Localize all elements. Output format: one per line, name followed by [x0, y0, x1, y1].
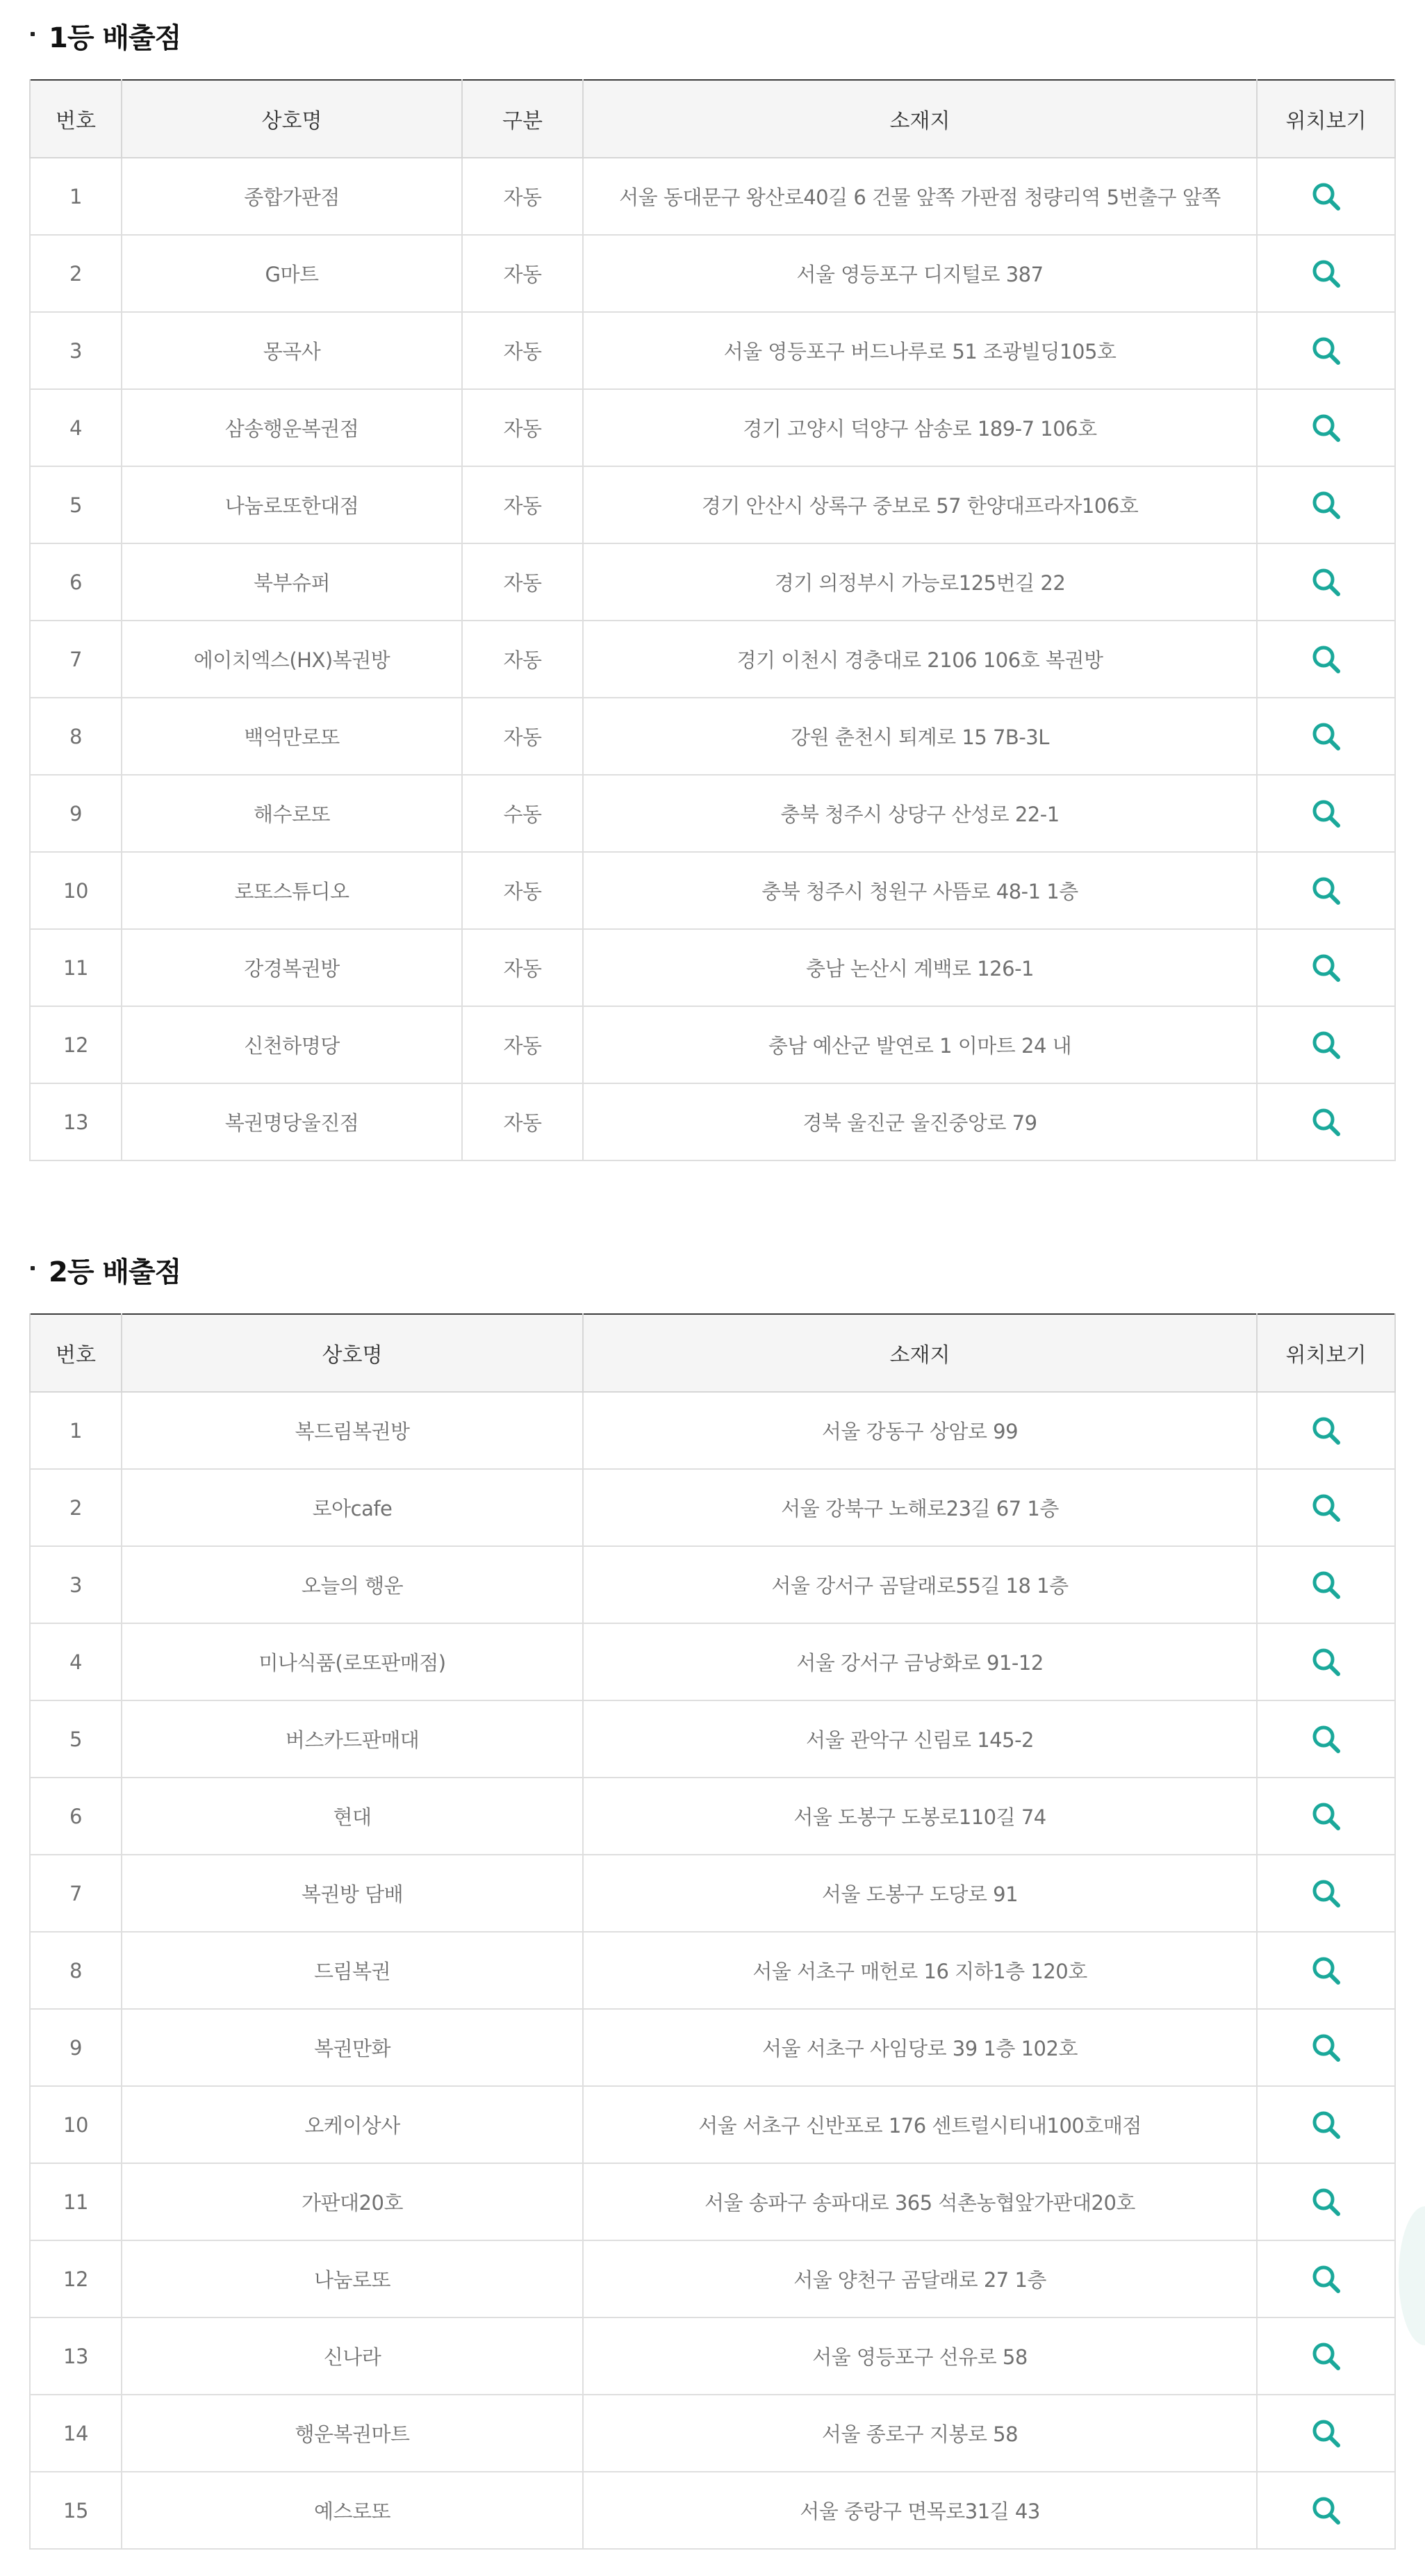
purchase-type: 자동	[462, 543, 583, 621]
search-icon[interactable]	[1310, 1415, 1342, 1447]
shop-address: 서울 서초구 신반포로 176 센트럴시티내100호매점	[583, 2086, 1257, 2163]
shop-name: 로아cafe	[122, 1469, 583, 1546]
table-row	[30, 2009, 1395, 2086]
search-icon[interactable]	[1310, 2495, 1342, 2527]
shop-address: 강원 춘천시 퇴계로 15 7B-3L	[583, 698, 1257, 775]
search-icon[interactable]	[1310, 566, 1342, 598]
row-number: 13	[30, 1083, 122, 1160]
search-icon[interactable]	[1310, 258, 1342, 290]
row-number: 14	[30, 2395, 122, 2472]
search-icon[interactable]	[1310, 1955, 1342, 1987]
row-number: 9	[30, 2009, 122, 2086]
shop-address: 충북 청주시 상당구 산성로 22-1	[583, 775, 1257, 852]
location-cell[interactable]	[1257, 2317, 1395, 2395]
shop-address: 서울 관악구 신림로 145-2	[583, 1700, 1257, 1778]
search-icon[interactable]	[1310, 1569, 1342, 1601]
shop-name: 오케이상사	[122, 2086, 583, 2163]
shop-address: 서울 중랑구 면목로31길 43	[583, 2472, 1257, 2549]
second-prize-title	[29, 1244, 1394, 1295]
first-prize-rows	[30, 158, 1395, 1160]
shop-address: 서울 양천구 곰달래로 27 1층	[583, 2240, 1257, 2317]
location-cell[interactable]	[1257, 2163, 1395, 2240]
row-number: 4	[30, 389, 122, 466]
purchase-type: 자동	[462, 158, 583, 235]
shop-name: 신나라	[122, 2317, 583, 2395]
table-row	[30, 929, 1395, 1006]
location-cell[interactable]	[1257, 698, 1395, 775]
location-cell[interactable]	[1257, 2009, 1395, 2086]
header-address: 소재지	[583, 80, 1257, 158]
location-cell[interactable]	[1257, 775, 1395, 852]
shop-address: 서울 강서구 금낭화로 91-12	[583, 1623, 1257, 1700]
purchase-type: 자동	[462, 466, 583, 543]
search-icon[interactable]	[1310, 2418, 1342, 2450]
row-number: 12	[30, 2240, 122, 2317]
row-number: 1	[30, 158, 122, 235]
table-header-row	[30, 80, 1395, 158]
table-row	[30, 1546, 1395, 1623]
section-title-text: 1등 배출점	[49, 22, 181, 54]
purchase-type: 자동	[462, 1006, 583, 1083]
header-type: 구분	[462, 80, 583, 158]
shop-name: 나눔로또	[122, 2240, 583, 2317]
search-icon[interactable]	[1310, 1878, 1342, 1910]
shop-address: 서울 영등포구 버드나루로 51 조광빌딩105호	[583, 312, 1257, 389]
search-icon[interactable]	[1310, 335, 1342, 367]
table-row	[30, 1778, 1395, 1855]
search-icon[interactable]	[1310, 1106, 1342, 1138]
purchase-type: 수동	[462, 775, 583, 852]
row-number: 11	[30, 929, 122, 1006]
first-prize-table	[29, 79, 1396, 1161]
row-number: 12	[30, 1006, 122, 1083]
location-cell[interactable]	[1257, 929, 1395, 1006]
table-header-row	[30, 1314, 1395, 1392]
shop-address: 경기 안산시 상록구 중보로 57 한양대프라자106호	[583, 466, 1257, 543]
header-number: 번호	[30, 80, 122, 158]
shop-address: 서울 강북구 노해로23길 67 1층	[583, 1469, 1257, 1546]
second-prize-section	[29, 1244, 1394, 2550]
table-row	[30, 2086, 1395, 2163]
location-cell[interactable]	[1257, 2472, 1395, 2549]
row-number: 7	[30, 1855, 122, 1932]
header-shop-name: 상호명	[122, 1314, 583, 1392]
purchase-type: 자동	[462, 698, 583, 775]
search-icon[interactable]	[1310, 2263, 1342, 2295]
row-number: 13	[30, 2317, 122, 2395]
first-prize-title	[29, 10, 1394, 61]
purchase-type: 자동	[462, 852, 583, 929]
location-cell[interactable]	[1257, 1700, 1395, 1778]
search-icon[interactable]	[1310, 798, 1342, 830]
shop-name: 미나식품(로또판매점)	[122, 1623, 583, 1700]
table-row	[30, 543, 1395, 621]
table-row	[30, 1006, 1395, 1083]
shop-name: 신천하명당	[122, 1006, 462, 1083]
floating-button-edge[interactable]	[1399, 2206, 1425, 2345]
table-row	[30, 466, 1395, 543]
location-cell[interactable]	[1257, 1778, 1395, 1855]
purchase-type: 자동	[462, 235, 583, 312]
first-prize-section	[29, 10, 1394, 1161]
location-cell[interactable]	[1257, 852, 1395, 929]
table-row	[30, 1623, 1395, 1700]
shop-address: 서울 서초구 매헌로 16 지하1층 120호	[583, 1932, 1257, 2009]
location-cell[interactable]	[1257, 158, 1395, 235]
search-icon[interactable]	[1310, 2340, 1342, 2372]
table-row	[30, 1392, 1395, 1469]
location-cell[interactable]	[1257, 1855, 1395, 1932]
header-address: 소재지	[583, 1314, 1257, 1392]
purchase-type: 자동	[462, 621, 583, 698]
table-row	[30, 2163, 1395, 2240]
row-number: 11	[30, 2163, 122, 2240]
table-row	[30, 312, 1395, 389]
table-row	[30, 852, 1395, 929]
shop-name: 북부슈퍼	[122, 543, 462, 621]
shop-name: 오늘의 행운	[122, 1546, 583, 1623]
table-row	[30, 698, 1395, 775]
second-prize-table	[29, 1313, 1396, 2550]
header-shop-name: 상호명	[122, 80, 462, 158]
shop-address: 서울 도봉구 도당로 91	[583, 1855, 1257, 1932]
bullet-dot	[31, 1266, 35, 1270]
search-icon[interactable]	[1310, 952, 1342, 984]
table-row	[30, 2395, 1395, 2472]
search-icon[interactable]	[1310, 721, 1342, 753]
search-icon[interactable]	[1310, 2032, 1342, 2064]
purchase-type: 자동	[462, 929, 583, 1006]
table-row	[30, 1932, 1395, 2009]
shop-name: 예스로또	[122, 2472, 583, 2549]
location-cell[interactable]	[1257, 1083, 1395, 1160]
shop-name: G마트	[122, 235, 462, 312]
bullet-dot	[31, 32, 35, 36]
search-icon[interactable]	[1310, 1646, 1342, 1678]
search-icon[interactable]	[1310, 2186, 1342, 2218]
shop-address: 서울 송파구 송파대로 365 석촌농협앞가판대20호	[583, 2163, 1257, 2240]
table-row	[30, 1700, 1395, 1778]
shop-name: 행운복권마트	[122, 2395, 583, 2472]
row-number: 15	[30, 2472, 122, 2549]
purchase-type: 자동	[462, 312, 583, 389]
shop-address: 서울 동대문구 왕산로40길 6 건물 앞쪽 가판점 청량리역 5번출구 앞쪽	[583, 158, 1257, 235]
location-cell[interactable]	[1257, 1546, 1395, 1623]
shop-address: 충남 논산시 계백로 126-1	[583, 929, 1257, 1006]
shop-name: 종합가판점	[122, 158, 462, 235]
shop-address: 경기 이천시 경충대로 2106 106호 복권방	[583, 621, 1257, 698]
shop-address: 충북 청주시 청원구 사뜸로 48-1 1층	[583, 852, 1257, 929]
table-row	[30, 1855, 1395, 1932]
row-number: 8	[30, 698, 122, 775]
search-icon[interactable]	[1310, 875, 1342, 907]
row-number: 4	[30, 1623, 122, 1700]
shop-name: 로또스튜디오	[122, 852, 462, 929]
shop-name: 삼송행운복권점	[122, 389, 462, 466]
shop-address: 경북 울진군 울진중앙로 79	[583, 1083, 1257, 1160]
shop-address: 서울 서초구 사임당로 39 1층 102호	[583, 2009, 1257, 2086]
shop-address: 서울 종로구 지봉로 58	[583, 2395, 1257, 2472]
location-cell[interactable]	[1257, 312, 1395, 389]
row-number: 1	[30, 1392, 122, 1469]
search-icon[interactable]	[1310, 643, 1342, 675]
shop-name: 복권만화	[122, 2009, 583, 2086]
shop-name: 에이치엑스(HX)복권방	[122, 621, 462, 698]
location-cell[interactable]	[1257, 543, 1395, 621]
shop-name: 몽곡사	[122, 312, 462, 389]
shop-address: 서울 강서구 곰달래로55길 18 1층	[583, 1546, 1257, 1623]
section-title-text: 2등 배출점	[49, 1256, 181, 1288]
search-icon[interactable]	[1310, 1800, 1342, 1832]
search-icon[interactable]	[1310, 181, 1342, 213]
row-number: 5	[30, 1700, 122, 1778]
row-number: 2	[30, 1469, 122, 1546]
table-row	[30, 621, 1395, 698]
table-row	[30, 775, 1395, 852]
location-cell[interactable]	[1257, 1392, 1395, 1469]
header-location: 위치보기	[1257, 80, 1395, 158]
shop-name: 백억만로또	[122, 698, 462, 775]
table-row	[30, 235, 1395, 312]
location-cell[interactable]	[1257, 389, 1395, 466]
shop-address: 충남 예산군 발연로 1 이마트 24 내	[583, 1006, 1257, 1083]
location-cell[interactable]	[1257, 1469, 1395, 1546]
location-cell[interactable]	[1257, 2395, 1395, 2472]
table-row	[30, 1469, 1395, 1546]
location-cell[interactable]	[1257, 1623, 1395, 1700]
row-number: 3	[30, 312, 122, 389]
location-cell[interactable]	[1257, 235, 1395, 312]
purchase-type: 자동	[462, 1083, 583, 1160]
search-icon[interactable]	[1310, 2109, 1342, 2141]
table-row	[30, 158, 1395, 235]
shop-address: 서울 도봉구 도봉로110길 74	[583, 1778, 1257, 1855]
row-number: 9	[30, 775, 122, 852]
shop-address: 경기 고양시 덕양구 삼송로 189-7 106호	[583, 389, 1257, 466]
row-number: 2	[30, 235, 122, 312]
row-number: 5	[30, 466, 122, 543]
shop-address: 경기 의정부시 가능로125번길 22	[583, 543, 1257, 621]
header-number: 번호	[30, 1314, 122, 1392]
second-prize-rows	[30, 1392, 1395, 2549]
location-cell[interactable]	[1257, 621, 1395, 698]
shop-name: 버스카드판매대	[122, 1700, 583, 1778]
row-number: 8	[30, 1932, 122, 2009]
location-cell[interactable]	[1257, 466, 1395, 543]
search-icon[interactable]	[1310, 1492, 1342, 1524]
shop-name: 현대	[122, 1778, 583, 1855]
shop-name: 복권명당울진점	[122, 1083, 462, 1160]
header-location: 위치보기	[1257, 1314, 1395, 1392]
row-number: 10	[30, 2086, 122, 2163]
search-icon[interactable]	[1310, 1029, 1342, 1061]
shop-name: 해수로또	[122, 775, 462, 852]
location-cell[interactable]	[1257, 1006, 1395, 1083]
row-number: 6	[30, 1778, 122, 1855]
shop-address: 서울 강동구 상암로 99	[583, 1392, 1257, 1469]
location-cell[interactable]	[1257, 2240, 1395, 2317]
row-number: 6	[30, 543, 122, 621]
table-row	[30, 2317, 1395, 2395]
row-number: 3	[30, 1546, 122, 1623]
search-icon[interactable]	[1310, 412, 1342, 444]
table-row	[30, 389, 1395, 466]
shop-name: 드림복권	[122, 1932, 583, 2009]
table-row	[30, 2240, 1395, 2317]
purchase-type: 자동	[462, 389, 583, 466]
shop-name: 강경복권방	[122, 929, 462, 1006]
shop-name: 복권방 담배	[122, 1855, 583, 1932]
shop-address: 서울 영등포구 디지털로 387	[583, 235, 1257, 312]
shop-name: 복드림복권방	[122, 1392, 583, 1469]
search-icon[interactable]	[1310, 1723, 1342, 1755]
location-cell[interactable]	[1257, 2086, 1395, 2163]
row-number: 7	[30, 621, 122, 698]
table-row	[30, 1083, 1395, 1160]
location-cell[interactable]	[1257, 1932, 1395, 2009]
shop-name: 나눔로또한대점	[122, 466, 462, 543]
row-number: 10	[30, 852, 122, 929]
shop-address: 서울 영등포구 선유로 58	[583, 2317, 1257, 2395]
table-row	[30, 2472, 1395, 2549]
search-icon[interactable]	[1310, 489, 1342, 521]
shop-name: 가판대20호	[122, 2163, 583, 2240]
